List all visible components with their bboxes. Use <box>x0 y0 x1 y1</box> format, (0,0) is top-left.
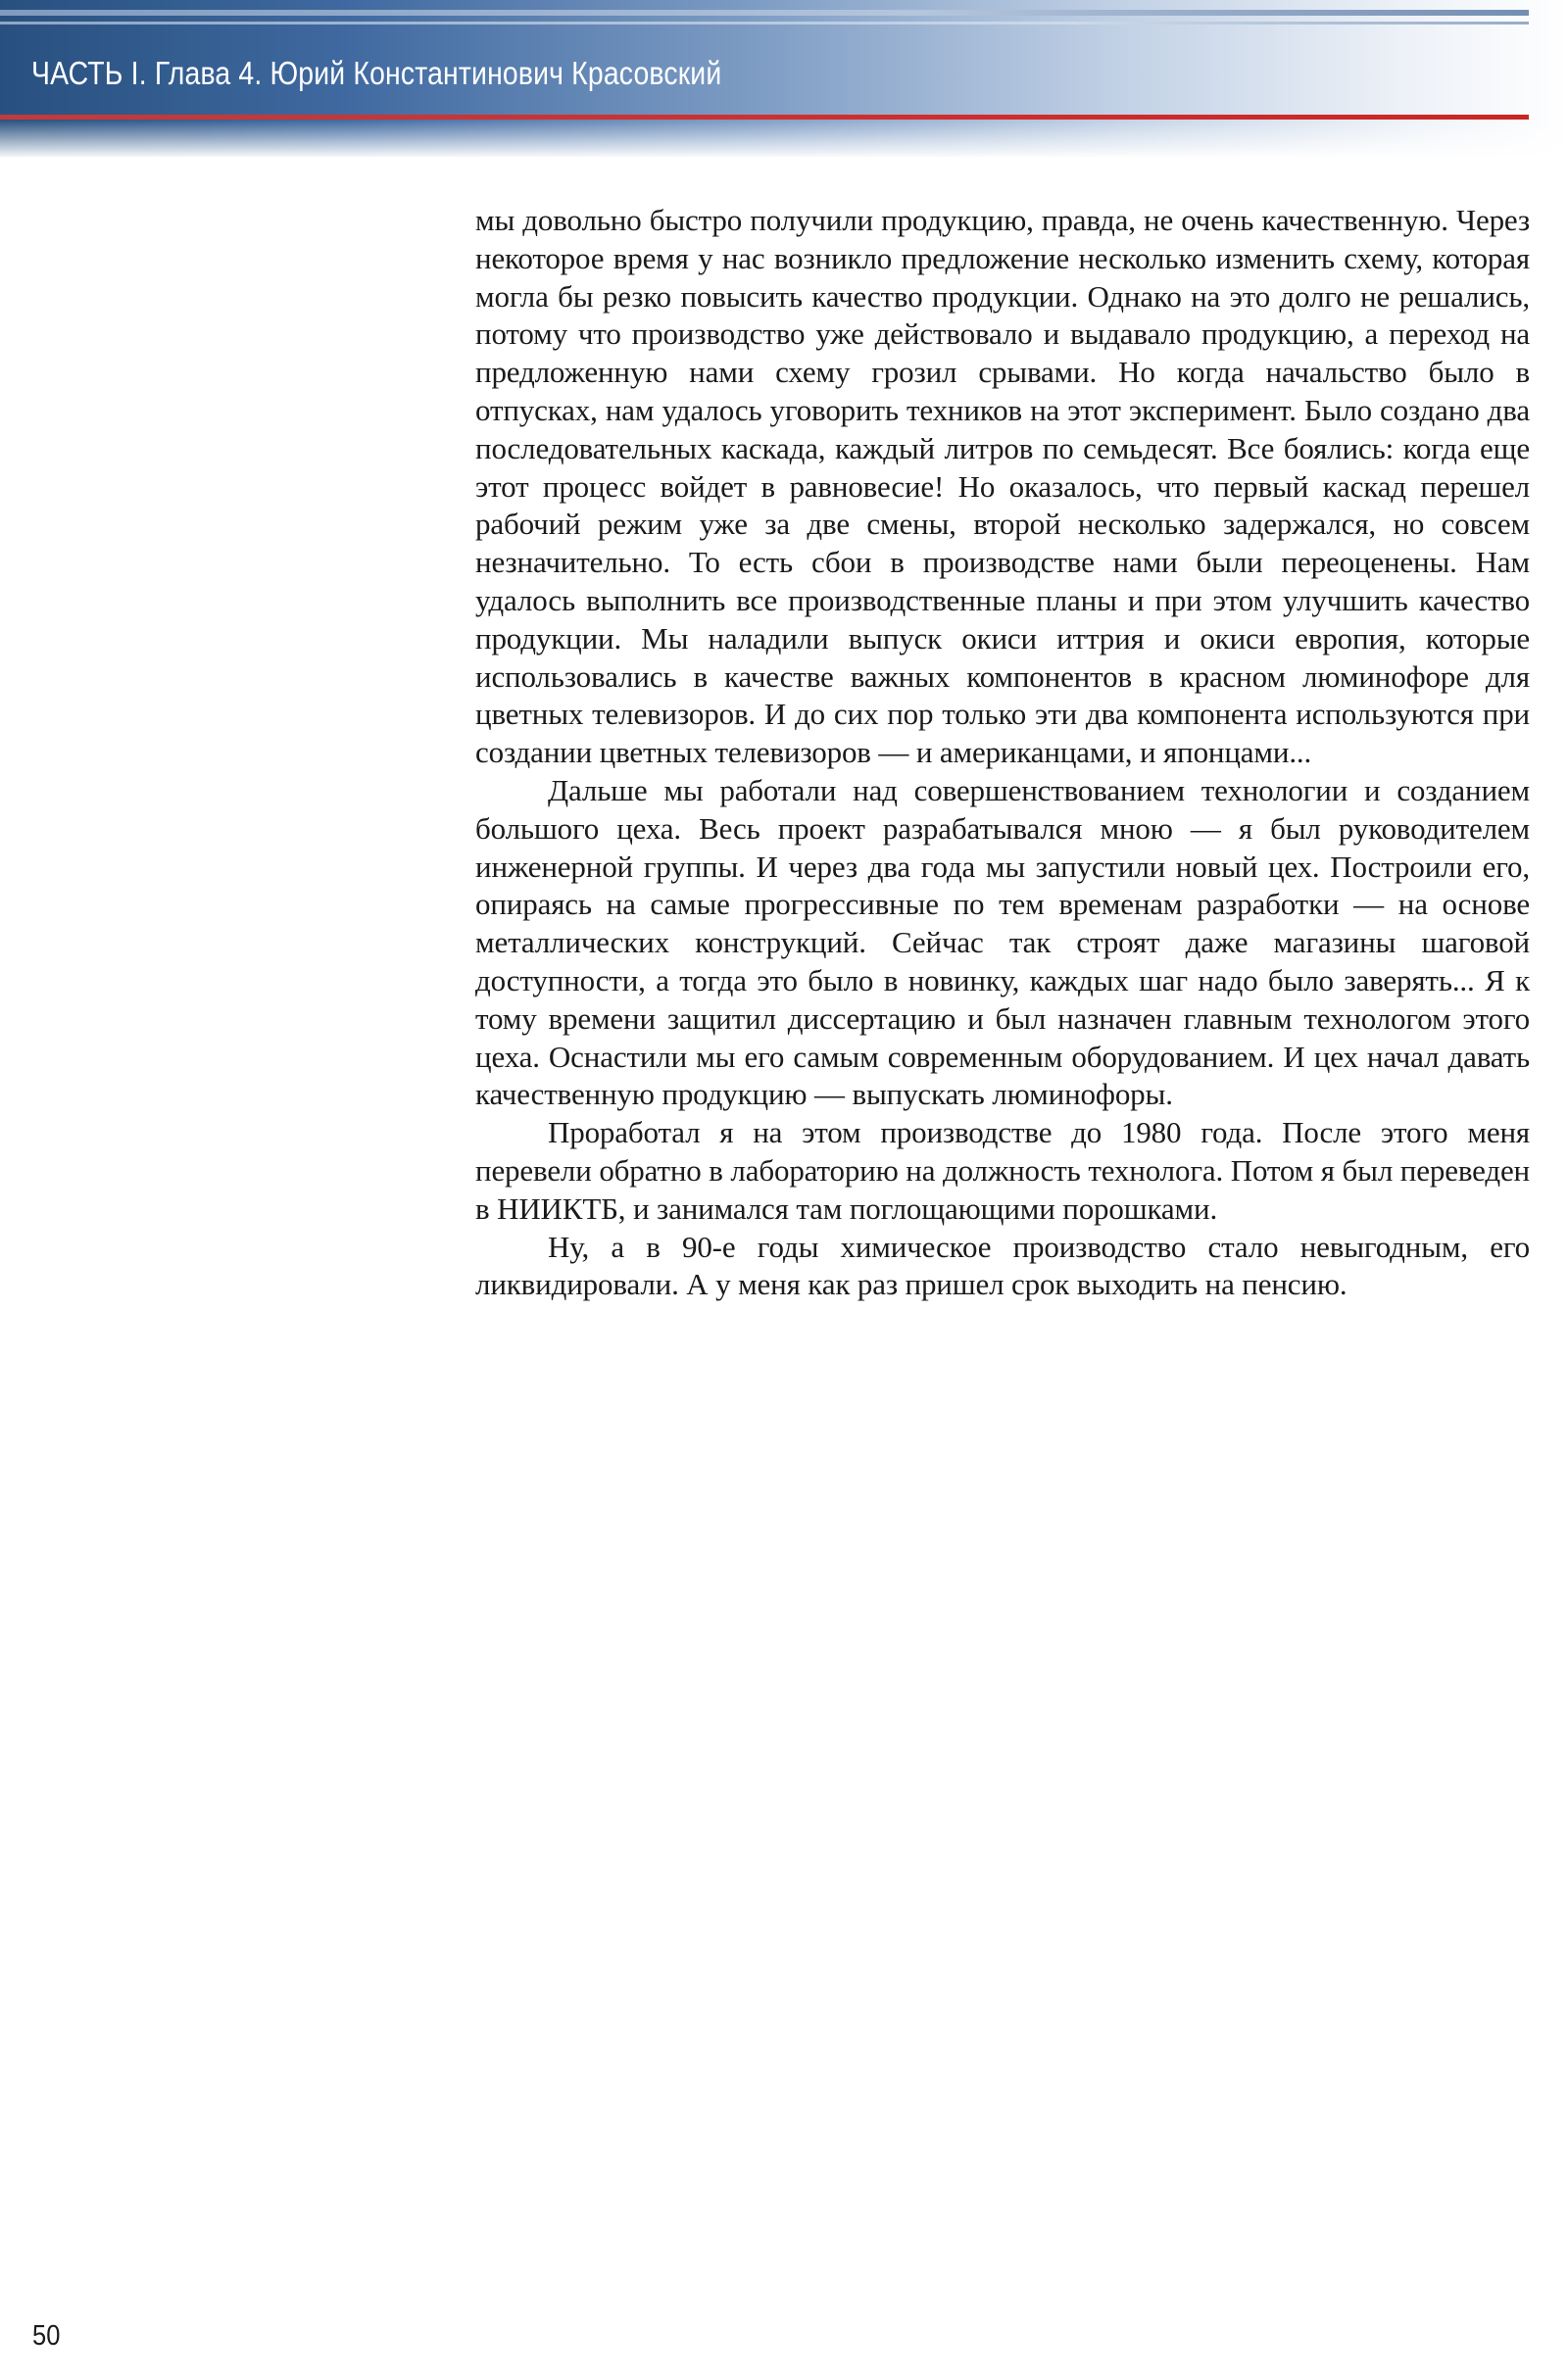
body-text-column <box>475 202 1530 1304</box>
body-paragraph: Ну, а в 90-е годы химическое производство стало невыгодным, его ликвидировали. А у меня как раз пришел срок выходить на пенсию. <box>475 1229 1530 1302</box>
header-decorative-stripe <box>0 10 1529 16</box>
running-header-title: ЧАСТЬ I. Глава 4. Юрий Константинович Красовский <box>31 55 722 91</box>
body-paragraph: Дальше мы работали над совершенствованием технологии и созданием большого цеха. Весь проект разрабатывался мною — я был руководителем инженерной группы. И через два года мы запустили новый цех. Построили его, опираясь на самые прогрессивные по тем временам разработки — на основе металлических конструкций. Сейчас так строят даже магазины шаговой доступности, а тогда это было в новинку, каждых шаг надо было заверять... Я к тому времени защитил диссертацию и был назначен главным технологом этого цеха. Оснастили мы его самым современным оборудованием. И цех начал давать качественную продукцию — выпускать люминофоры. <box>475 772 1530 1112</box>
page-number: 50 <box>32 2320 61 2352</box>
header-fade <box>0 120 1568 159</box>
body-paragraph: Проработал я на этом производстве до 1980 года. После этого меня перевели обратно в лабораторию на должность технолога. Потом я был переведен в НИИКТБ, и занимался там поглощающими порошками. <box>475 1115 1530 1226</box>
body-paragraph: мы довольно быстро получили продукцию, правда, не очень качественную. Через некоторое время у нас возникло предложение несколько изменить схему, которая могла бы резко повысить качество продукции. Однако на это долго не решались, потому что производство уже действовало и выдавало продукцию, а переход на предложенную нами схему грозил срывами. Но когда начальство было в отпусках, нам удалось уговорить техников на этот эксперимент. Было создано два последовательных каскада, каждый литров по семьдесят. Все боялись: когда еще этот процесс войдет в равновесие! Но оказалось, что первый каскад перешел рабочий режим уже за две смены, второй несколько задержался, но совсем незначительно. То есть сбои в производстве нами были переоценены. Нам удалось выполнить все производственные планы и при этом улучшить качество продукции. Мы наладили выпуск окиси иттрия и окиси европия, которые использовались в качестве важных компонентов в красном люминофоре для цветных телевизоров. И до сих пор только эти два компонента используются при создании цветных телевизоров — и американцами, и японцами... <box>475 203 1530 770</box>
header-decorative-stripe-thin <box>0 22 1529 24</box>
